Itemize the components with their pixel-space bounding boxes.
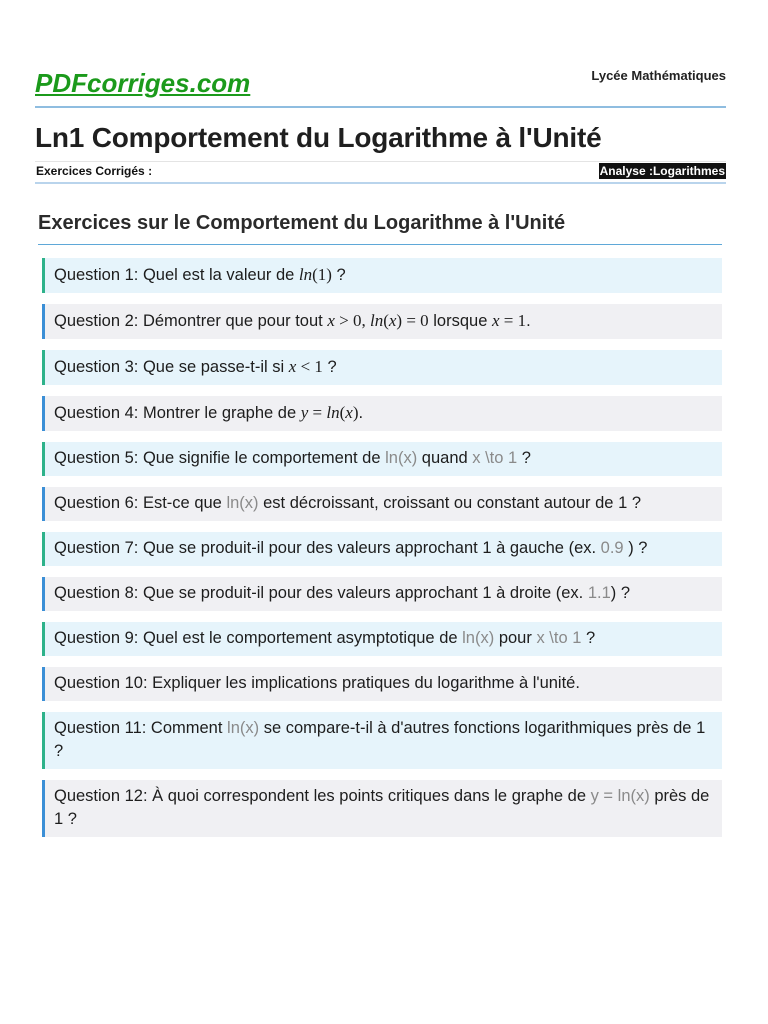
question-text: Question 1: Quel est la valeur de — [54, 266, 299, 284]
raw-math: y = ln(x) — [590, 787, 650, 805]
question-text: ) ? — [610, 584, 631, 602]
question-end: ? — [322, 358, 337, 376]
question-text: Question 3: Que se passe-t-il si — [54, 358, 289, 376]
math-eq: = 1 — [499, 311, 527, 330]
math-ineq: < 1 — [296, 357, 323, 376]
raw-math: x \to 1 — [472, 449, 518, 467]
math-paren: ) — [352, 403, 359, 422]
math-eq: = — [308, 403, 327, 422]
question-card-11 — [42, 712, 722, 769]
question-card-6 — [42, 487, 722, 521]
math-arg: (1) — [312, 265, 332, 284]
question-list — [42, 258, 722, 848]
section-title: Exercices sur le Comportement du Logarithme à l'Unité — [38, 212, 566, 234]
question-card-9 — [42, 622, 722, 656]
math-ln: ln — [326, 403, 340, 422]
math-var: x — [327, 311, 335, 330]
math-var: x — [388, 311, 397, 330]
question-card-2 — [42, 304, 722, 339]
question-text: Question 4: Montrer le graphe de — [54, 404, 301, 422]
question-text: est décroissant, croissant ou constant autour de 1 ? — [258, 494, 642, 512]
site-brand-link[interactable]: PDFcorriges.com — [35, 68, 251, 98]
page-title: Ln1 Comportement du Logarithme à l'Unité — [35, 122, 602, 153]
question-text: Question 10: Expliquer les implications pratiques du logarithme à l'unité. — [54, 674, 580, 692]
math-var: x — [491, 311, 500, 330]
subtitle-bar — [35, 161, 726, 184]
header — [35, 64, 726, 106]
section-divider — [38, 244, 722, 245]
question-end: ? — [581, 629, 596, 647]
math-paren: ( — [339, 403, 346, 422]
question-card-8 — [42, 577, 722, 611]
school-label: Lycée Mathématiques — [591, 68, 726, 83]
topic-badge: Analyse :Logarithmes — [599, 164, 725, 178]
question-text: Question 8: Que se produit-il pour des valeurs approchant 1 à droite (ex. — [54, 584, 588, 602]
question-end: ? — [517, 449, 531, 467]
math-ineq: > 0, — [334, 311, 370, 330]
raw-math: ln(x) — [462, 629, 495, 647]
question-end: . — [526, 312, 531, 330]
question-card-12 — [42, 780, 722, 837]
question-text: Question 2: Démontrer que pour tout — [54, 312, 328, 330]
math-var: x — [288, 357, 297, 376]
math-eq: ) = 0 — [396, 311, 429, 330]
question-card-5 — [42, 442, 722, 476]
question-text: pour — [494, 629, 537, 647]
question-card-3 — [42, 350, 722, 385]
question-text: Question 7: Que se produit-il pour des valeurs approchant 1 à gauche (ex. — [54, 539, 601, 557]
math-ln: ln — [369, 311, 384, 330]
question-text: Question 11: Comment — [54, 719, 228, 737]
question-end: ? — [331, 266, 346, 284]
math-var: x — [345, 403, 353, 422]
question-card-4 — [42, 396, 722, 431]
raw-math: ln(x) — [385, 449, 418, 467]
question-text: quand — [417, 449, 473, 467]
question-text: ) ? — [623, 539, 648, 557]
question-card-1 — [42, 258, 722, 293]
header-divider — [35, 106, 726, 108]
question-text: Question 5: Que signifie le comportement de — [54, 449, 386, 467]
question-text: Question 9: Quel est le comportement asymptotique de — [54, 629, 463, 647]
math-ln: ln — [298, 265, 313, 284]
raw-math: x \to 1 — [536, 629, 582, 647]
question-text: lorsque — [428, 312, 492, 330]
raw-math: 1.1 — [587, 584, 611, 602]
question-card-10 — [42, 667, 722, 701]
question-card-7 — [42, 532, 722, 566]
raw-math: ln(x) — [227, 719, 260, 737]
question-text: Question 6: Est-ce que — [54, 494, 227, 512]
math-paren: ( — [383, 311, 389, 330]
question-end: . — [358, 404, 364, 422]
category-label: Exercices Corrigés : — [36, 164, 153, 178]
raw-math: 0.9 — [600, 539, 624, 557]
question-text: près de 1 ? — [54, 787, 710, 828]
question-text: se compare-t-il à d'autres fonctions logarithmiques près de 1 ? — [54, 719, 706, 760]
raw-math: ln(x) — [226, 494, 259, 512]
math-var: y — [300, 403, 309, 422]
question-text: Question 12: À quoi correspondent les points critiques dans le graphe de — [54, 787, 591, 805]
